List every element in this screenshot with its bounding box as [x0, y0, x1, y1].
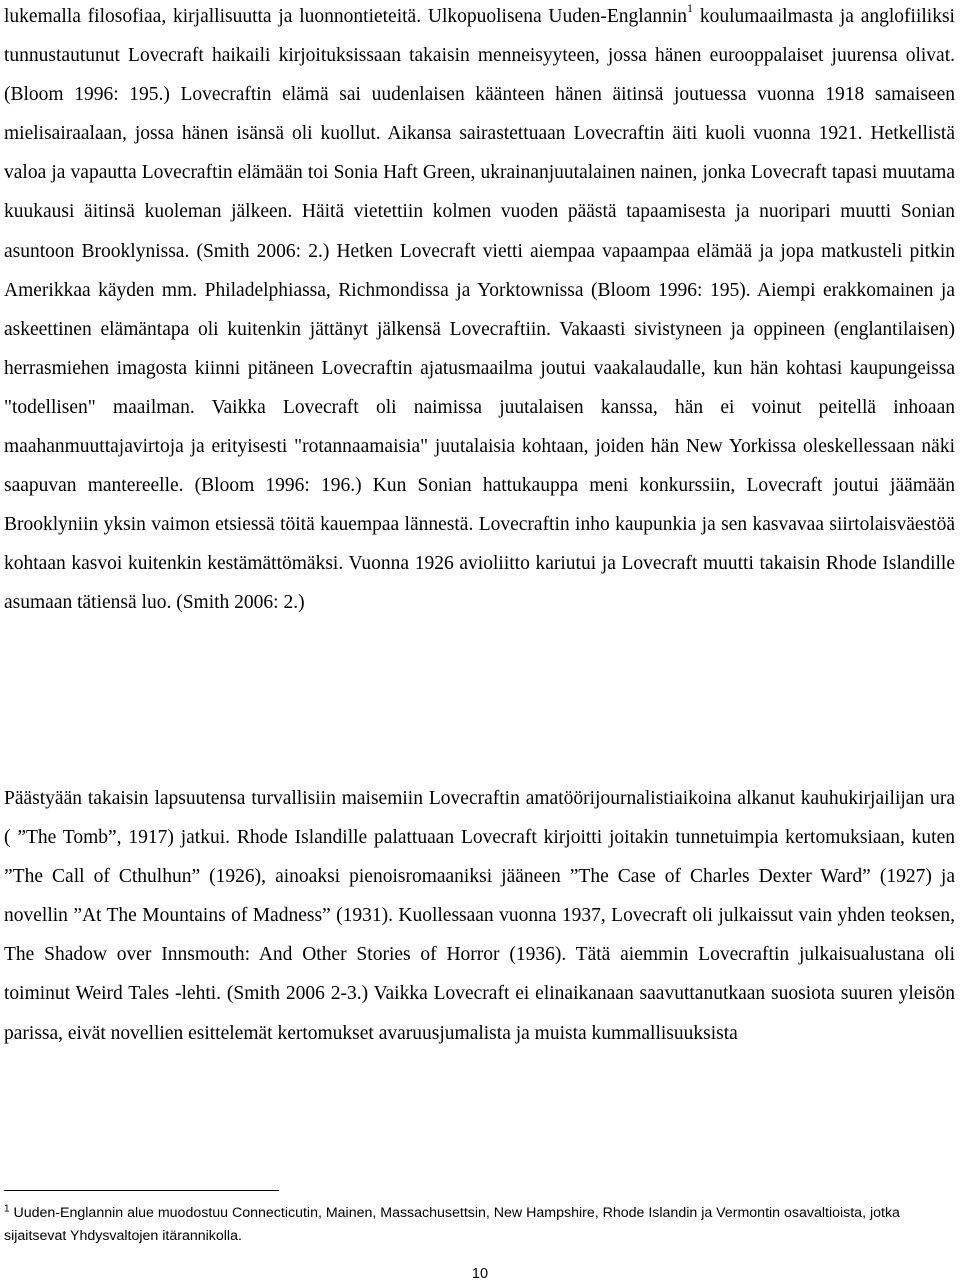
body-paragraph-1: [4, 0, 955, 623]
page-number: 10: [471, 1266, 489, 1282]
footnote-separator: [4, 1190, 279, 1191]
paragraph-1-text-end: koulumaailmasta ja anglofiiliksi tunnustautunut Lovecraft haikaili kirjoituksissaan takaisin menneisyyteen, jossa hänen eurooppalaiset juurensa olivat. (Bloom 1996: 195.) Lovecraftin elämä sai uudenlaisen käänteen hänen äitinsä joutuessa vuonna 1918 samaiseen mielisairaalaan, jossa hänen isänsä oli kuollut. Aikansa sairastettuaan Lovecraftin äiti kuoli vuonna 1921. Hetkellistä valoa ja vapautta Lovecraftin elämään toi Sonia Haft Green, ukrainanjuutalainen nainen, jonka Lovecraft tapasi muutama kuukausi äitinsä kuoleman jälkeen. Häitä vietettiin kolmen vuoden päästä tapaamisesta ja nuoripari muutti Sonian asuntoon Brooklynissa. (Smith 2006: 2.) Hetken Lovecraft vietti aiempaa vapaampaa elämää ja jopa matkusteli pitkin Amerikkaa käyden mm. Philadelphiassa, Richmondissa ja Yorktownissa (Bloom 1996: 195). Aiempi erakkomainen ja askeettinen elämäntapa oli kuitenkin jättänyt jälkensä Lovecraftiin. Vakaasti sivistyneen ja oppineen (englantilaisen) herrasmiehen imagosta kiinni pitäneen Lovecraftin ajatusmaailma joutui vaakalaudalle, kun hän kohtasi kaupungeissa "todellisen" maailman. Vaikka Lovecraft oli naimissa juutalaisen kanssa, hän ei voinut peitellä inhoaan maahanmuuttajavirtoja ja erityisesti "rotannaamaisia" juutalaisia kohtaan, joiden hän New Yorkissa oleskellessaan näki saapuvan mantereelle. (Bloom 1996: 196.) Kun Sonian hattukauppa meni konkurssiin, Lovecraft joutui jäämään Brooklyniin yksin vaimon etsiessä töitä kauempaa lännestä. Lovecraftin inho kaupunkia ja sen kasvavaa siirtolaisväestöä kohtaan kasvoi kuitenkin kestämättömäksi. Vuonna 1926 avioliitto kariutui ja Lovecraft muutti takaisin Rhode Islandille asumaan tätiensä luo. (Smith 2006: 2.): [4, 6, 955, 614]
footnote-marker: 1: [4, 1203, 10, 1215]
body-paragraph-2: Päästyään takaisin lapsuutensa turvallisiin maisemiin Lovecraftin amatöörijournalistiaikoina alkanut kauhukirjailijan ura ( ”The Tomb”, 1917) jatkui. Rhode Islandille palattuaan Lovecraft kirjoitti joitakin tunnetuimpia kertomuksiaan, kuten ”The Call of Cthulhun” (1926), ainoaksi pienoisromaaniksi jääneen ”The Case of Charles Dexter Ward” (1927) ja novellin ”At The Mountains of Madness” (1931). Kuollessaan vuonna 1937, Lovecraft oli julkaissut vain yhden teoksen, The Shadow over Innsmouth: And Other Stories of Horror (1936). Tätä aiemmin Lovecraftin julkaisualustana oli toiminut Weird Tales -lehti. (Smith 2006 2-3.) Vaikka Lovecraft ei elinaikanaan saavuttanutkaan suosiota suuren yleisön parissa, eivät novellien esittelemät kertomukset avaruusjumalista ja muista kummallisuuksista: [4, 788, 955, 1044]
paragraph-1-text-start: lukemalla filosofiaa, kirjallisuutta ja luonnontieteitä. Ulkopuolisena Uuden-Englannin: [4, 6, 688, 27]
footnote-text: Uuden-Englannin alue muodostuu Connecticutin, Mainen, Massachusettsin, New Hampshire, Rhode Islandin ja Vermontin osavaltioista, jotka sijaitsevat Yhdysvaltojen itärannikolla.: [4, 1205, 900, 1244]
footnote-reference[interactable]: 1: [687, 0, 694, 15]
footnote: [4, 1202, 956, 1247]
